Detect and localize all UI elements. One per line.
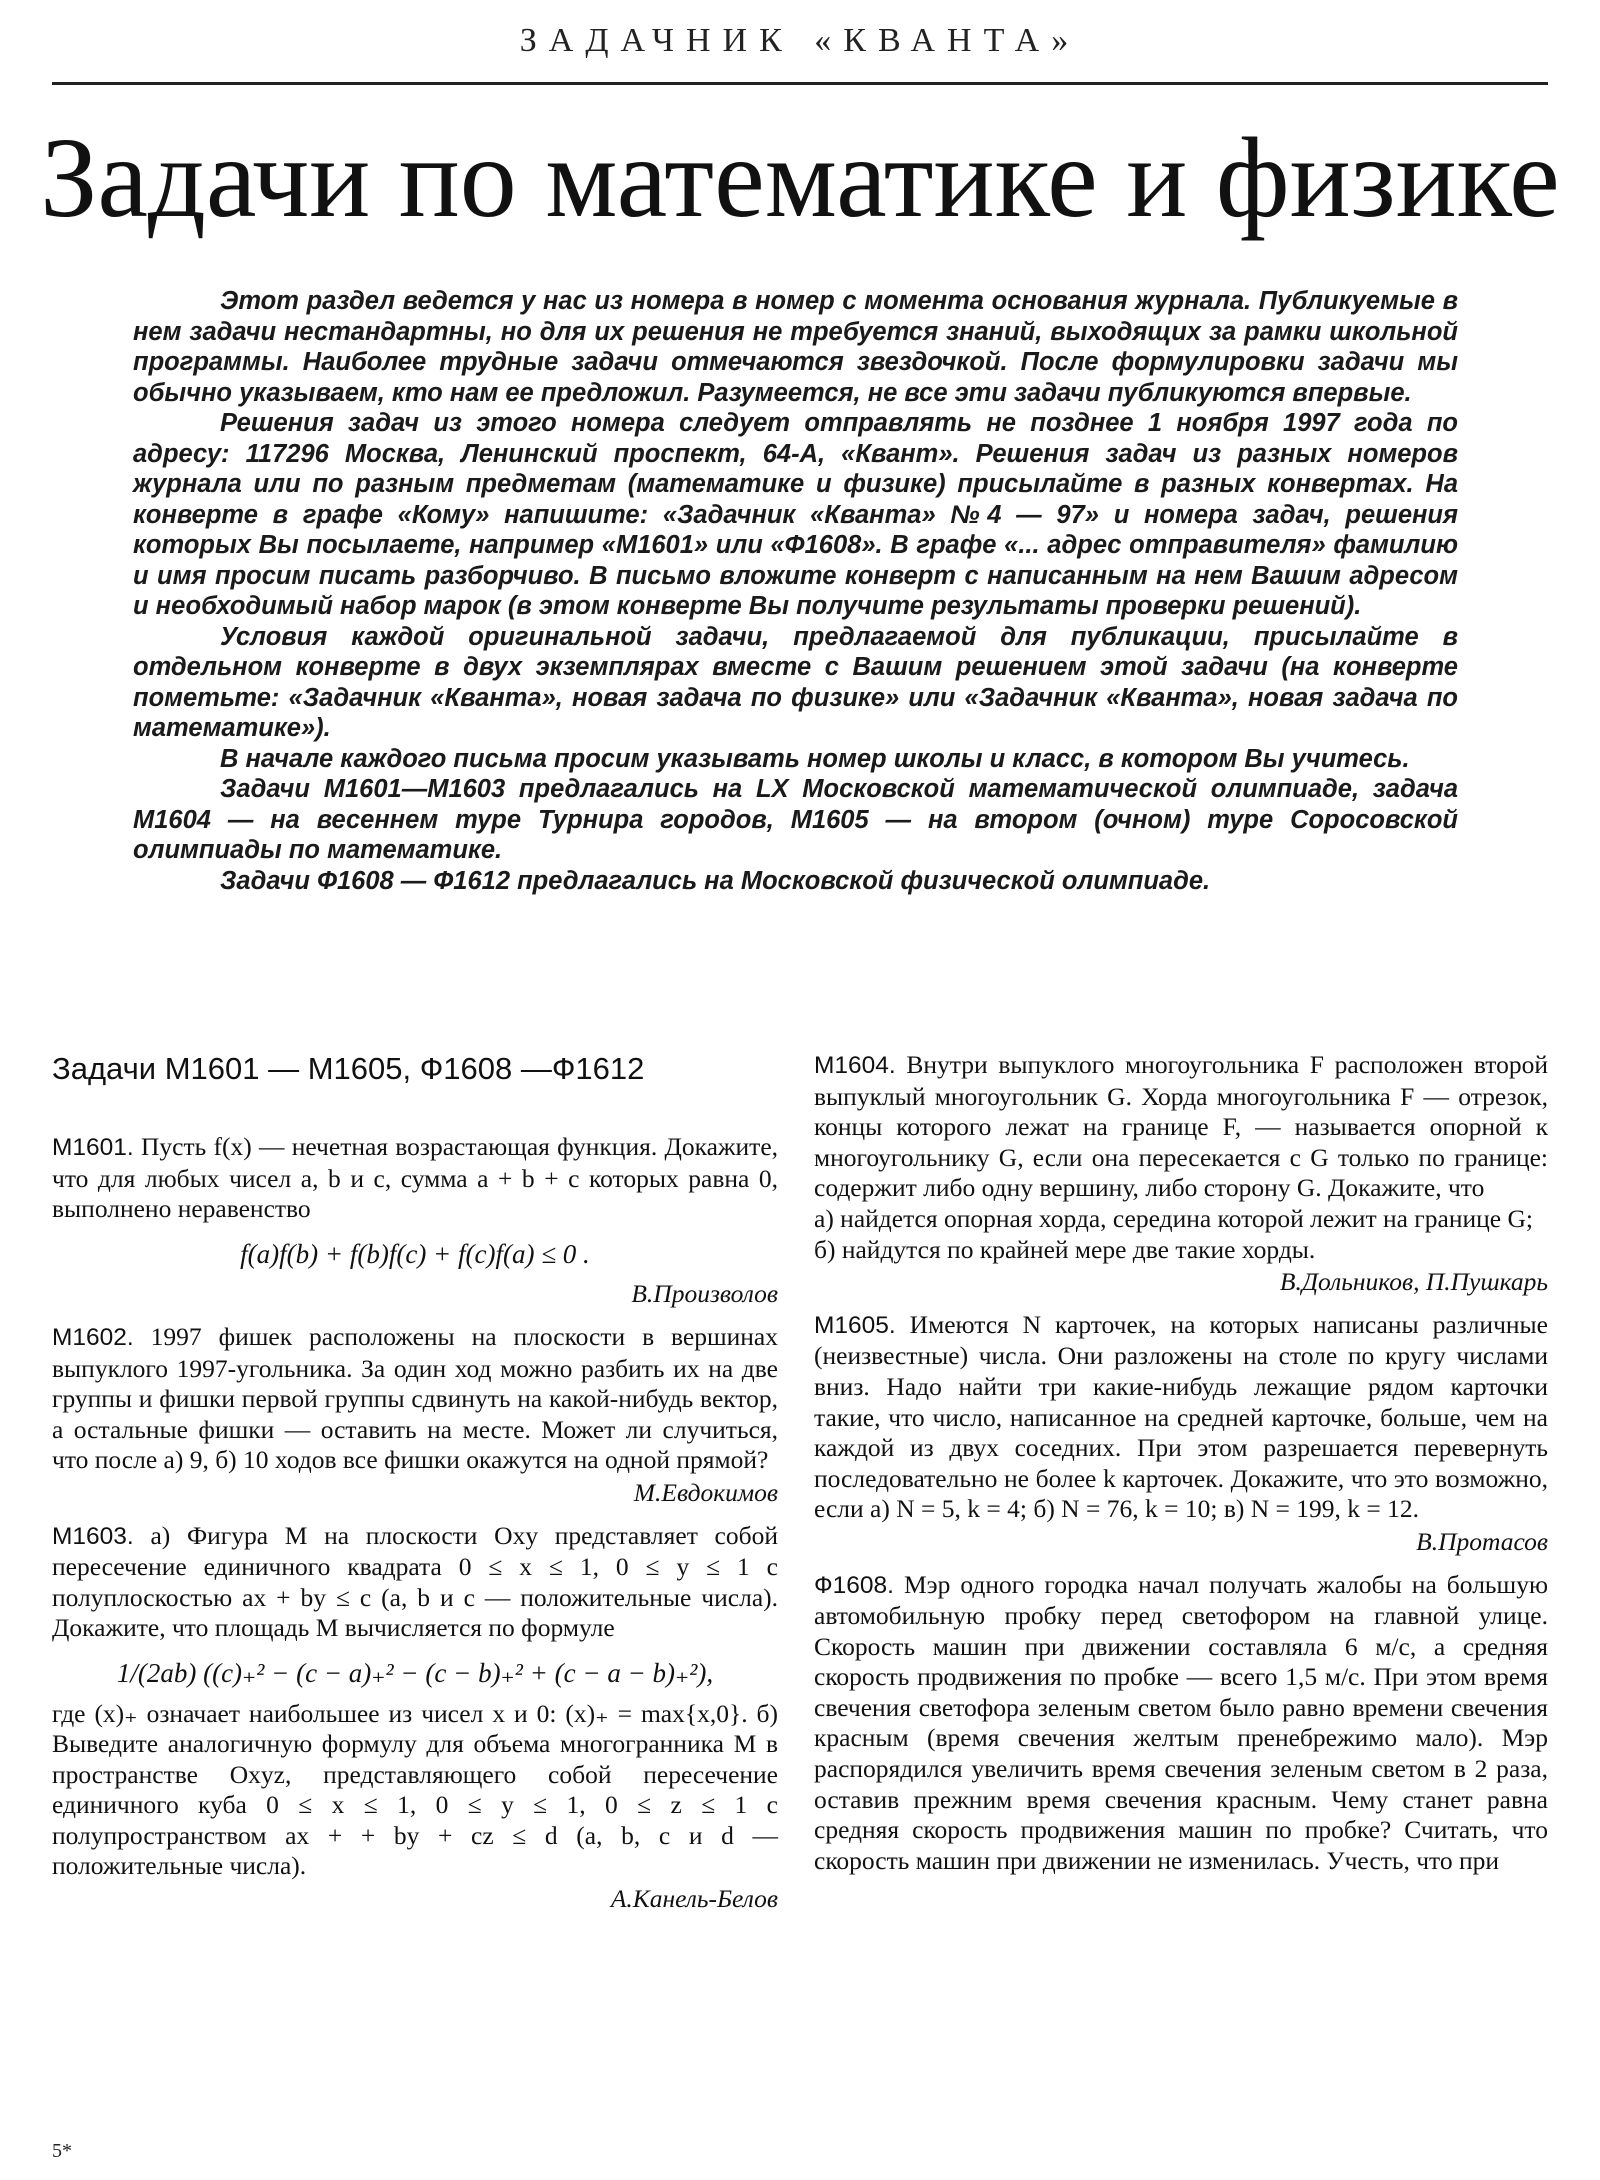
intro-paragraph: Задачи М1601—М1603 предлагались на LX Московской математической олимпиаде, задача М1604 — на весеннем туре Турнира городов, М1605 — на втором (очном) туре Соросовской олимпиады по математике. <box>133 775 1458 864</box>
left-column <box>52 1050 778 1927</box>
page-title: Задачи по математике и физике <box>40 114 1560 241</box>
problem-m1603 <box>52 1521 778 1915</box>
problem-item-a: а) найдется опорная хорда, середина которой лежит на границе G; <box>814 1203 1533 1233</box>
problem-item-b: б) найдутся по крайней мере две такие хорды. <box>814 1234 1316 1264</box>
intro-paragraph: Задачи Ф1608 — Ф1612 предлагались на Московской физической олимпиаде. <box>220 866 1211 895</box>
problem-author: А.Канель-Белов <box>610 1884 778 1914</box>
page-number: 5* <box>52 2140 72 2162</box>
problem-id: М1602. <box>52 1323 134 1351</box>
problem-text-continued: где (x)₊ означает наибольшее из чисел x и 0: (x)₊ = max{x,0}. б) Выведите аналогичную формулу для объема многогранника M в пространстве Oxyz, представляющего собой пересечение единичного куба 0 ≤ x ≤ 1, 0 ≤ y ≤ 1, 0 ≤ z ≤ 1 с полупространством ax + + by + cz ≤ d (a, b, c и d — положительные числа). <box>52 1698 778 1881</box>
problem-id: М1603. <box>52 1522 134 1550</box>
problem-author: В.Протасов <box>1416 1526 1548 1556</box>
problem-m1605 <box>814 1310 1548 1558</box>
problem-text: 1997 фишек расположены на плоскости в вершинах выпуклого 1997-угольника. За один ход можно разбить их на две группы и фишки первой группы сдвинуть на какой-нибудь вектор, а остальные фишки — оставить на месте. Может ли случиться, что после а) 9, б) 10 ходов все фишки окажутся на одной прямой? <box>52 1321 779 1475</box>
problem-author: В.Произволов <box>631 1279 778 1309</box>
problem-text: Мэр одного городка начал получать жалобы на большую автомобильную пробку перед светофором на главной улице. Скорость машин при движении составляла 6 м/с, а средняя скорость продвижения по пробке — всего 1,5 м/с. При этом время свечения светофора зеленым светом было равно времени свечения красным (время свечения желтым пренебрежимо мало). Мэр распорядился увеличить время свечения зеленым светом в 2 раза, оставив прежним время свечения красным. Чему станет равна средняя скорость продвижения машин по пробке? Считать, что скорость машин при движении не изменилась. Учесть, что при <box>814 1569 1548 1875</box>
problem-m1601 <box>52 1132 778 1310</box>
intro-paragraph: Решения задач из этого номера следует отправлять не позднее 1 ноября 1997 года по адресу: 117296 Москва, Ленинский проспект, 64-А, «Квант». Решения задач из разных номеров журнала или по разным предметам (математике и физике) присылайте в разных конвертах. На конверте в графе «Кому» напишите: «Задачник «Кванта» №4 — 97» и номера задач, решения которых Вы посылаете, например «М1601» или «Ф1608». В графе «... адрес отправителя» фамилию и имя просим писать разборчиво. В письмо вложите конверт с написанным на нем Вашим адресом и необходимый набор марок (в этом конверте Вы получите результаты проверки решений). <box>133 409 1458 620</box>
problem-id: М1605. <box>814 1311 896 1339</box>
header-rule <box>52 82 1548 85</box>
problem-formula: f(a)f(b) + f(b)f(c) + f(c)f(a) ≤ 0 . <box>240 1238 590 1269</box>
section-title: Задачи М1601 — М1605, Ф1608 —Ф1612 <box>52 1051 645 1086</box>
problem-formula: 1/(2ab) ((c)₊² − (c − a)₊² − (c − b)₊² + (c − a − b)₊²), <box>116 1657 714 1688</box>
problem-author: М.Евдокимов <box>633 1477 778 1507</box>
problem-text: Имеются N карточек, на которых написаны различные (неизвестные) числа. Они разложены на столе по кругу числами вниз. Надо найти три какие-нибудь лежащие рядом карточки такие, что число, написанное на средней карточке, больше, чем на каждой из двух соседних. При этом разрешается перевернуть последовательно не более k карточек. Докажите, что это возможно, если а) N = 5, k = 4; б) N = 76, k = 10; в) N = 199, k = 12. <box>814 1309 1549 1524</box>
problem-id: М1604. <box>814 1052 896 1079</box>
problem-m1604 <box>814 1050 1548 1298</box>
problem-m1602 <box>52 1322 778 1509</box>
intro-paragraph: Условия каждой оригинальной задачи, предлагаемой для публикации, присылайте в отдельном конверте в двух экземплярах вместе с Вашим решением этой задачи (на конверте пометьте: «Задачник «Кванта», новая задача по физике» или «Задачник «Кванта», новая задача по математике»). <box>133 622 1458 742</box>
intro-paragraph: В начале каждого письма просим указывать номер школы и класс, в котором Вы учитесь. <box>220 744 1410 773</box>
problem-text: Внутри выпуклого многоугольника F расположен второй выпуклый многоугольник G. Хорда многоугольника F — отрезок, концы которого лежат на границе F, — называется опорной к многоугольнику G, если она пересекается с G только по границе: содержит либо одну вершину, либо сторону G. Докажите, что <box>814 1050 1548 1203</box>
problem-text: а) Фигура M на плоскости Oxy представляет собой пересечение единичного квадрата 0 ≤ x ≤ 1, 0 ≤ y ≤ 1 с полуплоскостью ax + by ≤ c (a, b и c — положительные числа). Докажите, что площадь M вычисляется по формуле <box>52 1520 778 1643</box>
right-column <box>814 1050 1548 1888</box>
problem-text: Пусть f(x) — нечетная возрастающая функция. Докажите, что для любых чисел a, b и c, сумма a + b + c которых равна 0, выполнено неравенство <box>52 1132 779 1224</box>
problem-author: В.Дольников, П.Пушкарь <box>1279 1267 1548 1297</box>
problem-f1608 <box>814 1570 1548 1877</box>
problem-id: М1601. <box>52 1134 134 1161</box>
intro-block <box>133 286 1458 896</box>
problem-id: Ф1608. <box>814 1571 894 1599</box>
journal-header: ЗАДАЧНИК «КВАНТА» <box>519 22 1081 59</box>
intro-paragraph: Этот раздел ведется у нас из номера в номер с момента основания журнала. Публикуемые в нем задачи нестандартны, но для их решения не требуется знаний, выходящих за рамки школьной программы. Наиболее трудные задачи отмечаются звездочкой. После формулировки задачи мы обычно указываем, кто нам ее предложил. Разумеется, не все эти задачи публикуются впервые. <box>133 287 1458 407</box>
